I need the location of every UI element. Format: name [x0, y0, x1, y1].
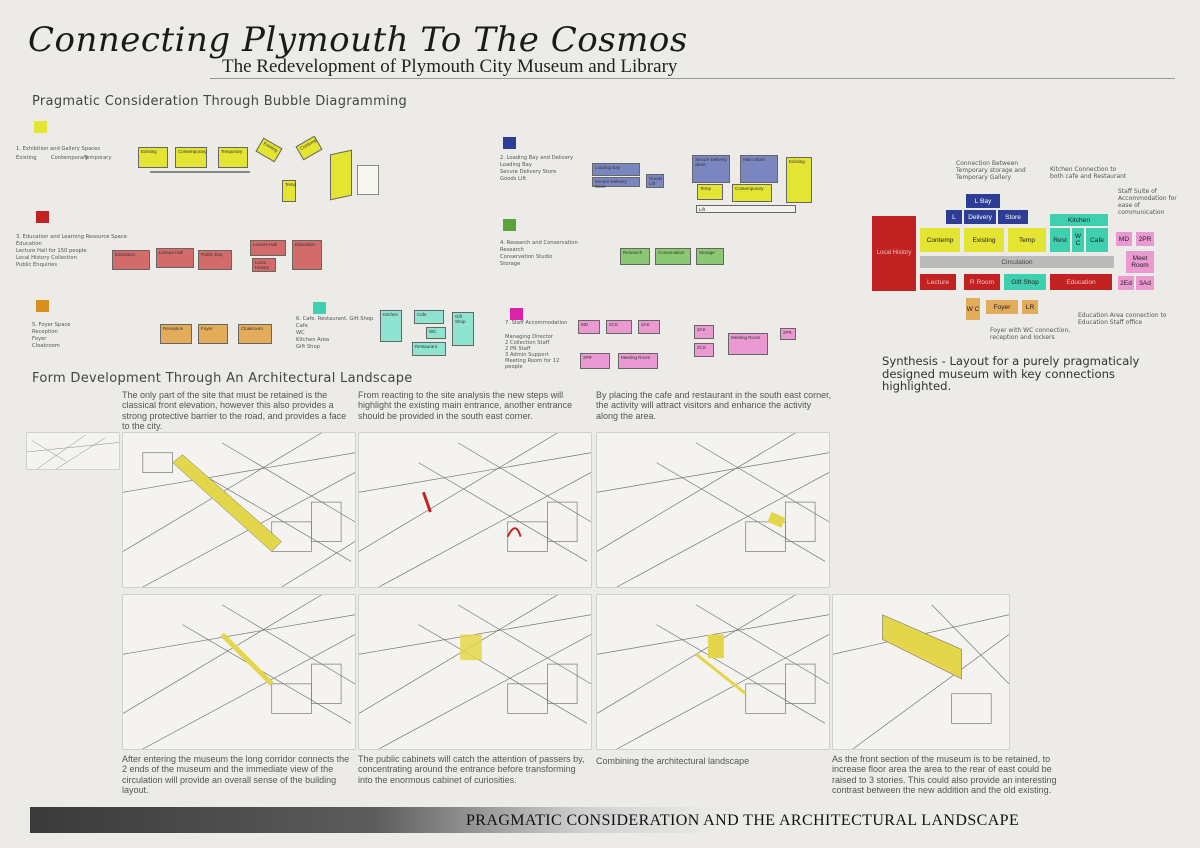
group-line: Kitchen Area: [296, 337, 330, 343]
caption-7: As the front section of the museum is to be retained, to increase floor area the area to the rear of east could be raised to 3 stories. This could also provide an interesting contrast between the new addition and the old existing.: [832, 754, 1057, 796]
group-line: Goods Lift: [500, 176, 527, 182]
bubble-2pr-2: 2PR: [780, 328, 796, 340]
group-line: Local History Collection: [16, 255, 77, 261]
box-local-history: Local History: [872, 216, 916, 291]
group-line: Storage: [500, 261, 521, 267]
annotation-connection: Connection Between Temporary storage and Temporary Gallery: [956, 160, 1026, 181]
caption-2: From reacting to the site analysis the new steps will highlight the existing main entrance, another entrance should be provided in the south east corner.: [358, 390, 573, 421]
group-line: Temporary: [84, 155, 112, 161]
box-wc: W C: [1072, 228, 1084, 252]
swatch-education: [36, 211, 49, 223]
annotation-staff: Staff Suite of Accommodation for ease of communication: [1118, 188, 1177, 216]
caption-4: After entering the museum the long corridor connects the 2 ends of the museum and the immediate view of the circulation will provide an overall sense of the building layout.: [122, 754, 350, 796]
bubble-wc: WC: [426, 327, 446, 339]
group-line: Conservation Studio: [500, 254, 553, 260]
box-2ed: 2Ed: [1118, 276, 1134, 290]
box-lecture: Lecture: [920, 274, 956, 290]
box-existing: Existing: [964, 228, 1004, 252]
bubble-delivery-store: Secure Delivery Store: [692, 155, 730, 183]
swatch-cafe: [313, 302, 326, 314]
bubble-meeting: Meeting Room: [618, 353, 658, 369]
group-line: Public Enquiries: [16, 262, 58, 268]
box-r-room: R Room: [964, 274, 1000, 290]
annotation-education-area: Education Area connection to Education Staff office: [1078, 312, 1167, 326]
bubble-meeting-2: Meeting Room: [728, 333, 768, 355]
caption-6: Combining the architectural landscape: [596, 756, 750, 766]
swatch-loading: [503, 137, 516, 149]
bubble-restaurant: Restaurant: [412, 342, 446, 356]
bubble-lecture-2: Lecture Hall: [250, 240, 286, 256]
group-line: Managing Director: [505, 334, 553, 340]
bubble-contemporary: Contemporary: [175, 147, 207, 168]
caption-5: The public cabinets will catch the attention of passers by, concentrating around the entrance before transforming into the enormous cabinet of curiosities.: [358, 754, 585, 785]
bubble-existing: Existing: [138, 147, 168, 168]
group-label: 5. Foyer Space: [32, 322, 71, 328]
box-cafe: Cafe: [1086, 228, 1108, 252]
bubble-contemp-2: Contemp: [295, 136, 322, 161]
bubble-2pr: 2PR: [580, 353, 610, 369]
box-kitchen: Kitchen: [1050, 214, 1108, 226]
group-label: 1. Exhibition and Gallery Spaces: [16, 146, 101, 152]
bubble-cafe: Cafe: [414, 310, 444, 324]
swatch-exhibition: [34, 121, 47, 133]
bubble-education: Education: [112, 250, 150, 270]
bubble-lecture: Lecture Hall: [156, 248, 194, 268]
bubble-main-store: Main Store: [740, 155, 778, 183]
bubble-temporary: Temporary: [218, 147, 248, 168]
bubble-goods-lift: Goods Lift: [646, 174, 664, 188]
group-line: Contemporary: [51, 155, 89, 161]
bubble-loading-bay: Loading Bay: [592, 163, 640, 176]
bubble-gift-shop: Gift Shop: [452, 312, 474, 346]
swatch-staff: [510, 308, 523, 320]
group-line: Cafe: [296, 323, 308, 329]
group-line: WC: [296, 330, 305, 336]
group-line: Cloakroom: [32, 343, 60, 349]
box-foyer: Foyer: [986, 300, 1018, 314]
box-loading-bay: L Bay: [966, 194, 1000, 208]
page-title: Connecting Plymouth To The Cosmos: [28, 20, 688, 60]
box-education: Education: [1050, 274, 1112, 290]
bubble-temp-3: Temp: [697, 184, 723, 200]
group-label: 2. Loading Bay and Delivery: [500, 155, 574, 161]
box-foyer-wc: W C: [966, 298, 980, 320]
page-subtitle: The Redevelopment of Plymouth City Museum and Library: [222, 56, 678, 77]
box-md: MD: [1116, 232, 1132, 246]
bubble-lift-3: Lift: [696, 205, 796, 213]
bubble-public-enq: Public Enq: [198, 250, 232, 270]
annotation-kitchen: Kitchen Connection to both cafe and Restaurant: [1050, 166, 1127, 180]
bubble-education-2: Education: [292, 240, 322, 270]
annotation-foyer: Foyer with WC connection, reception and lockers: [990, 327, 1071, 341]
group-line: Research: [500, 247, 524, 253]
bubble-contemporary-3: Contemporary: [732, 184, 772, 202]
group-line: Meeting Room for 12 people: [505, 358, 560, 371]
box-lr: LR: [1022, 300, 1038, 314]
bubble-conservation: Conservation: [655, 248, 691, 265]
bubble-existing-3: Existing: [786, 157, 812, 203]
bubble-foyer: Foyer: [198, 324, 228, 344]
box-lift: L: [946, 210, 962, 224]
group-line: Existing: [16, 155, 37, 161]
group-line: Gift Shop: [296, 344, 320, 350]
sketch-6: [596, 594, 830, 750]
synthesis-caption: Synthesis - Layout for a purely pragmaticaly designed museum with key connections highlighted.: [882, 354, 1140, 393]
group-label: 4. Research and Conservation: [500, 240, 578, 246]
bubble-lift: [357, 165, 379, 195]
bubble-3as: 3AS: [638, 320, 660, 334]
group-line: 2 PR Staff: [505, 346, 531, 352]
group-line: Education: [16, 241, 42, 247]
group-line: 2 Collection Staff: [505, 340, 550, 346]
bubble-2cs: 2CS: [606, 320, 632, 334]
sketch-7: [832, 594, 1010, 750]
sketch-1: [122, 432, 356, 588]
bubble-cloakroom: Cloakroom: [238, 324, 272, 344]
bubble-stack: [330, 150, 352, 201]
box-meet-room: Meet Room: [1126, 251, 1154, 273]
group-line: Loading Bay: [500, 162, 532, 168]
box-store: Store: [998, 210, 1028, 224]
box-contemp: Contemp: [920, 228, 960, 252]
sketch-5: [358, 594, 592, 750]
box-rest: Rest: [1050, 228, 1070, 252]
group-line: Secure Delivery Store: [500, 169, 557, 175]
bubble-storage: Storage: [696, 248, 724, 265]
group-line: Foyer: [32, 336, 47, 342]
box-2pr: 2PR: [1136, 232, 1154, 246]
swatch-foyer: [36, 300, 49, 312]
title-divider: [210, 78, 1175, 79]
bubble-kitchen: Kitchen: [380, 310, 402, 342]
box-delivery: Delivery: [964, 210, 996, 224]
group-line: Lecture Hall for 150 people: [16, 248, 87, 254]
sketch-4: [122, 594, 356, 750]
bubble-existing-2: Existing: [255, 138, 282, 163]
bubble-md: MD: [578, 320, 600, 334]
site-thumbnail: [26, 432, 120, 470]
group-label: 6. Cafe, Restaurant, Gift Shop: [296, 316, 374, 322]
caption-3: By placing the cafe and restaurant in the south east corner, the activity will attract visitors and enhance the activity along the area.: [596, 390, 832, 421]
box-3ad: 3Ad: [1136, 276, 1154, 290]
bubble-temp-2: Temp: [282, 180, 296, 202]
group-line: 3 Admin Support: [505, 352, 549, 358]
bubble-secure-store: Secure Delivery Store: [592, 177, 640, 187]
bubble-reception: Reception: [160, 324, 192, 344]
bubble-research: Research: [620, 248, 650, 265]
section-title-bubble: Pragmatic Consideration Through Bubble Diagramming: [32, 94, 408, 109]
bubble-2cs-2: 2CS: [694, 343, 714, 357]
box-gift-shop: Gift Shop: [1004, 274, 1046, 290]
caption-1: The only part of the site that must be retained is the classical front elevation, however this also provides a strong protective barrier to the road, and provides a face to the city.: [122, 390, 347, 432]
connector-line: [150, 171, 250, 173]
swatch-research: [503, 219, 516, 231]
group-label: 7. Staff Accommodation: [505, 320, 568, 326]
bubble-3as-2: 3AS: [694, 325, 714, 339]
sketch-3: [596, 432, 830, 588]
bubble-history: Local History: [252, 258, 276, 272]
group-label: 3. Education and Learning Resource Space: [16, 234, 127, 240]
sketch-2: [358, 432, 592, 588]
box-circulation: Circulation: [920, 256, 1114, 268]
group-line: Reception: [32, 329, 58, 335]
box-temp: Temp: [1008, 228, 1046, 252]
footer-title: PRAGMATIC CONSIDERATION AND THE ARCHITECTURAL LANDSCAPE: [466, 812, 1020, 829]
section-title-form: Form Development Through An Architectural Landscape: [32, 371, 413, 386]
